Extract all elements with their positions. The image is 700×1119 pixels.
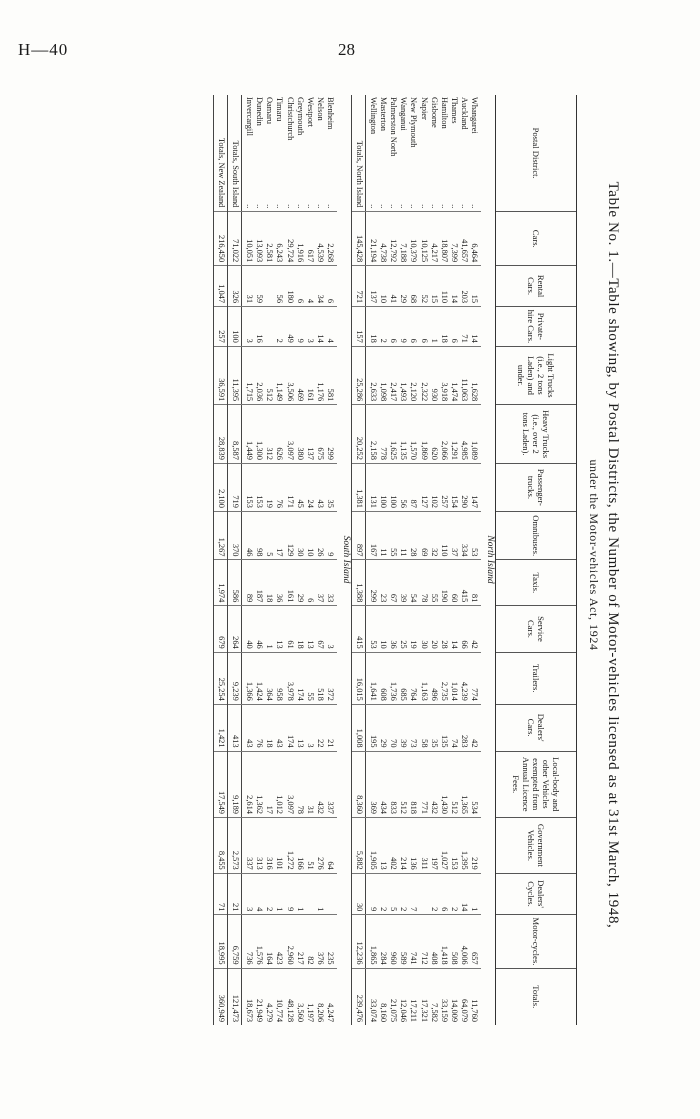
rotated-table-page — [75, 80, 625, 1030]
rental-cars-values: 6 34 4 6 180 56 59 31 — [242, 266, 337, 307]
totals-values: 11,760 64,079 14,009 33,159 7,582 17,321 17,211 12,046 21,075 8,160 33,074 — [365, 968, 481, 1025]
col-header-trailers: Trailers. — [496, 652, 577, 704]
col-header-totals: Totals. — [496, 968, 577, 1025]
total-cell: 25,254 — [214, 652, 228, 704]
dealers-cars-values: 42 283 74 135 35 58 73 39 70 29 195 — [365, 704, 481, 751]
total-cell: 121,473 — [228, 968, 242, 1025]
section-south-island — [337, 95, 352, 1025]
total-cell: 257 — [214, 307, 228, 347]
total-cell: 17,549 — [214, 751, 228, 817]
total-cell: 145,428 — [351, 212, 365, 266]
motor-cycles-values: 235 376 82 217 2,960 423 164 1,576 736 — [242, 915, 337, 968]
light-trucks-values: 1,628 11,063 1,474 3,918 930 2,322 2,120 1,493 2,417 1,098 2,633 — [365, 346, 481, 404]
section-label: South Island — [340, 535, 351, 584]
col-header-passenger-trucks: Passenger-trucks. — [496, 463, 577, 511]
cars-values: 2,268 4,539 617 1,916 29,724 6,243 2,581 13,093 10,051 — [242, 212, 337, 266]
omnibuses-values: 53 334 37 110 32 69 28 11 55 11 167 — [365, 511, 481, 560]
col-header-taxis: Taxis. — [496, 560, 577, 606]
government-values: 64 276 51 166 1,272 101 316 313 337 — [242, 817, 337, 873]
total-cell: 12,236 — [351, 915, 365, 968]
private-hire-values: 14 71 6 18 1 6 6 9 6 2 18 — [365, 307, 481, 347]
motor-vehicles-table — [213, 95, 577, 1025]
total-cell: 16,015 — [351, 652, 365, 704]
total-cell: 721 — [351, 266, 365, 307]
col-header-private-hire-cars: Private-hire Cars. — [496, 307, 577, 347]
total-cell: 9,189 — [228, 751, 242, 817]
total-cell: 9,239 — [228, 652, 242, 704]
taxis-values: 33 37 6 29 161 36 18 187 89 — [242, 560, 337, 606]
district-names — [365, 95, 481, 212]
total-cell: 360,949 — [214, 968, 228, 1025]
col-header-rental-cars: Rental Cars. — [496, 266, 577, 307]
table-subtitle: under the Motor-vehicles Act, 1924 — [587, 459, 601, 651]
total-cell: 1,974 — [214, 560, 228, 606]
passenger-trucks-values: 147 290 154 257 102 127 87 56 100 100 131 — [365, 463, 481, 511]
totals-row-new-zealand — [214, 95, 228, 1025]
col-header-cars: Cars. — [496, 212, 577, 266]
document-code: H—40 — [18, 40, 69, 59]
district-names — [242, 95, 337, 212]
dealers-cars-values: 21 22 3 13 174 43 18 76 43 — [242, 704, 337, 751]
passenger-trucks-values: 35 43 24 45 171 76 19 153 153 — [242, 463, 337, 511]
dealers-cycles-values: 1 14 2 6 2 7 2 5 2 9 — [365, 873, 481, 915]
page-number: 28 — [338, 40, 355, 59]
col-header-dealers-cars: Dealers' Cars. — [496, 704, 577, 751]
col-header-local-body-exempt: Local-body and other Vehicles exempted from Annual Licence Fees. — [496, 751, 577, 817]
section-label: North Island — [485, 535, 495, 584]
total-cell: 326 — [228, 266, 242, 307]
total-cell: 2,100 — [214, 463, 228, 511]
totals-values: 4,247 8,206 1,197 3,560 48,128 10,774 4,279 21,949 18,673 — [242, 968, 337, 1025]
service-cars-values: 42 66 14 28 20 30 19 25 36 10 53 — [365, 606, 481, 652]
total-cell: 1,047 — [214, 266, 228, 307]
total-cell: 71,022 — [228, 212, 242, 266]
col-header-heavy-trucks: Heavy Trucks (i.e., over 2 tons Laden). — [496, 405, 577, 464]
motor-cycles-values: 657 4,006 508 1,418 408 712 741 589 960 284 1,865 — [365, 915, 481, 968]
private-hire-values: 4 14 3 9 49 2 16 3 — [242, 307, 337, 347]
total-cell: 1,267 — [214, 511, 228, 560]
totals-row-north — [351, 95, 365, 1025]
col-header-motor-cycles: Motor-cycles. — [496, 915, 577, 968]
total-cell: 586 — [228, 560, 242, 606]
col-header-service-cars: Service Cars. — [496, 606, 577, 652]
district-list: Blenheim Nelson Westport Greymouth Christchurch Timaru Oamaru Dunedin Invercargill — [245, 97, 335, 141]
trailers-values: 372 518 55 174 3,978 958 364 1,424 1,366 — [242, 652, 337, 704]
total-cell: 18,995 — [214, 915, 228, 968]
trailers-values: 774 4,239 1,014 2,735 496 1,163 764 685 1,736 608 1,641 — [365, 652, 481, 704]
total-cell: 36,591 — [214, 346, 228, 404]
total-cell: 1,421 — [214, 704, 228, 751]
total-cell: 1,388 — [351, 560, 365, 606]
total-cell: 897 — [351, 511, 365, 560]
total-cell: 8,360 — [351, 751, 365, 817]
col-header-postal-district: Postal District. — [496, 95, 577, 212]
total-cell: 8,587 — [228, 405, 242, 464]
cars-values: 6,464 41,657 7,399 18,807 4,217 10,125 10,379 7,188 12,792 4,738 21,194 — [365, 212, 481, 266]
total-cell: 2,573 — [228, 817, 242, 873]
col-header-dealers-cycles: Dealers' Cycles. — [496, 873, 577, 915]
heavy-trucks-values: 1,089 4,985 1,291 2,066 620 1,869 1,570 1,135 1,625 778 2,158 — [365, 405, 481, 464]
omnibuses-values: 9 26 10 30 129 17 5 98 46 — [242, 511, 337, 560]
total-cell: 679 — [214, 606, 228, 652]
totals-label: Totals, North Island — [351, 95, 365, 212]
district-list: Whangarei Auckland Thames Hamilton Gisborne Napier New Plymouth Wanganui Palmerston North Masterton Wellington — [369, 97, 479, 157]
leader-dots: .. .. .. .. .. .. .. .. .. .. .. — [369, 204, 479, 209]
light-trucks-values: 581 1,176 161 469 3,506 1,149 512 2,036 1,715 — [242, 346, 337, 404]
total-cell: 5,882 — [351, 817, 365, 873]
local-body-values: 534 1,365 512 1,430 432 771 818 512 833 434 369 — [365, 751, 481, 817]
total-cell: 30 — [351, 873, 365, 915]
heavy-trucks-values: 299 675 137 380 3,097 626 312 1,300 1,449 — [242, 405, 337, 464]
total-cell: 413 — [228, 704, 242, 751]
rental-cars-values: 15 203 14 110 15 52 68 29 41 10 137 — [365, 266, 481, 307]
total-cell: 8,455 — [214, 817, 228, 873]
dealers-cycles-values: 1 1 9 1 2 4 3 — [242, 873, 337, 915]
total-cell: 20,252 — [351, 405, 365, 464]
government-values: 219 1,395 153 1,027 197 311 136 214 402 13 1,905 — [365, 817, 481, 873]
total-cell: 100 — [228, 307, 242, 347]
total-cell: 28,839 — [214, 405, 228, 464]
local-body-values: 337 432 31 78 3,097 1,012 17 1,362 2,614 — [242, 751, 337, 817]
leader-dots: .. .. .. .. .. .. .. .. .. — [245, 204, 335, 209]
total-cell: 11,395 — [228, 346, 242, 404]
totals-label: Totals, New Zealand — [214, 95, 228, 212]
north-island-rows — [365, 95, 481, 1025]
col-header-light-trucks: Light Trucks (i.e., 2 tons Laden) and under. — [496, 346, 577, 404]
total-cell: 25,286 — [351, 346, 365, 404]
total-cell: 157 — [351, 307, 365, 347]
total-cell: 719 — [228, 463, 242, 511]
total-cell: 216,450 — [214, 212, 228, 266]
taxis-values: 81 415 60 190 55 78 54 39 67 23 299 — [365, 560, 481, 606]
total-cell: 6,759 — [228, 915, 242, 968]
total-cell: 71 — [214, 873, 228, 915]
total-cell: 370 — [228, 511, 242, 560]
service-cars-values: 3 67 13 18 61 13 1 46 40 — [242, 606, 337, 652]
totals-row-south — [228, 95, 242, 1025]
section-north-island — [481, 95, 496, 1025]
header-row — [496, 95, 577, 1025]
south-island-rows — [242, 95, 337, 1025]
total-cell: 1,381 — [351, 463, 365, 511]
table-title: Table No. 1.—Table showing, by Postal Districts, the Number of Motor-vehicles licensed as at 31st March, 1948, — [605, 181, 621, 929]
col-header-omnibuses: Omnibuses. — [496, 511, 577, 560]
total-cell: 21 — [228, 873, 242, 915]
total-cell: 415 — [351, 606, 365, 652]
total-cell: 264 — [228, 606, 242, 652]
total-cell: 239,476 — [351, 968, 365, 1025]
col-header-government-vehicles: Government Vehicles. — [496, 817, 577, 873]
total-cell: 1,008 — [351, 704, 365, 751]
totals-label: Totals, South Island — [228, 95, 242, 212]
